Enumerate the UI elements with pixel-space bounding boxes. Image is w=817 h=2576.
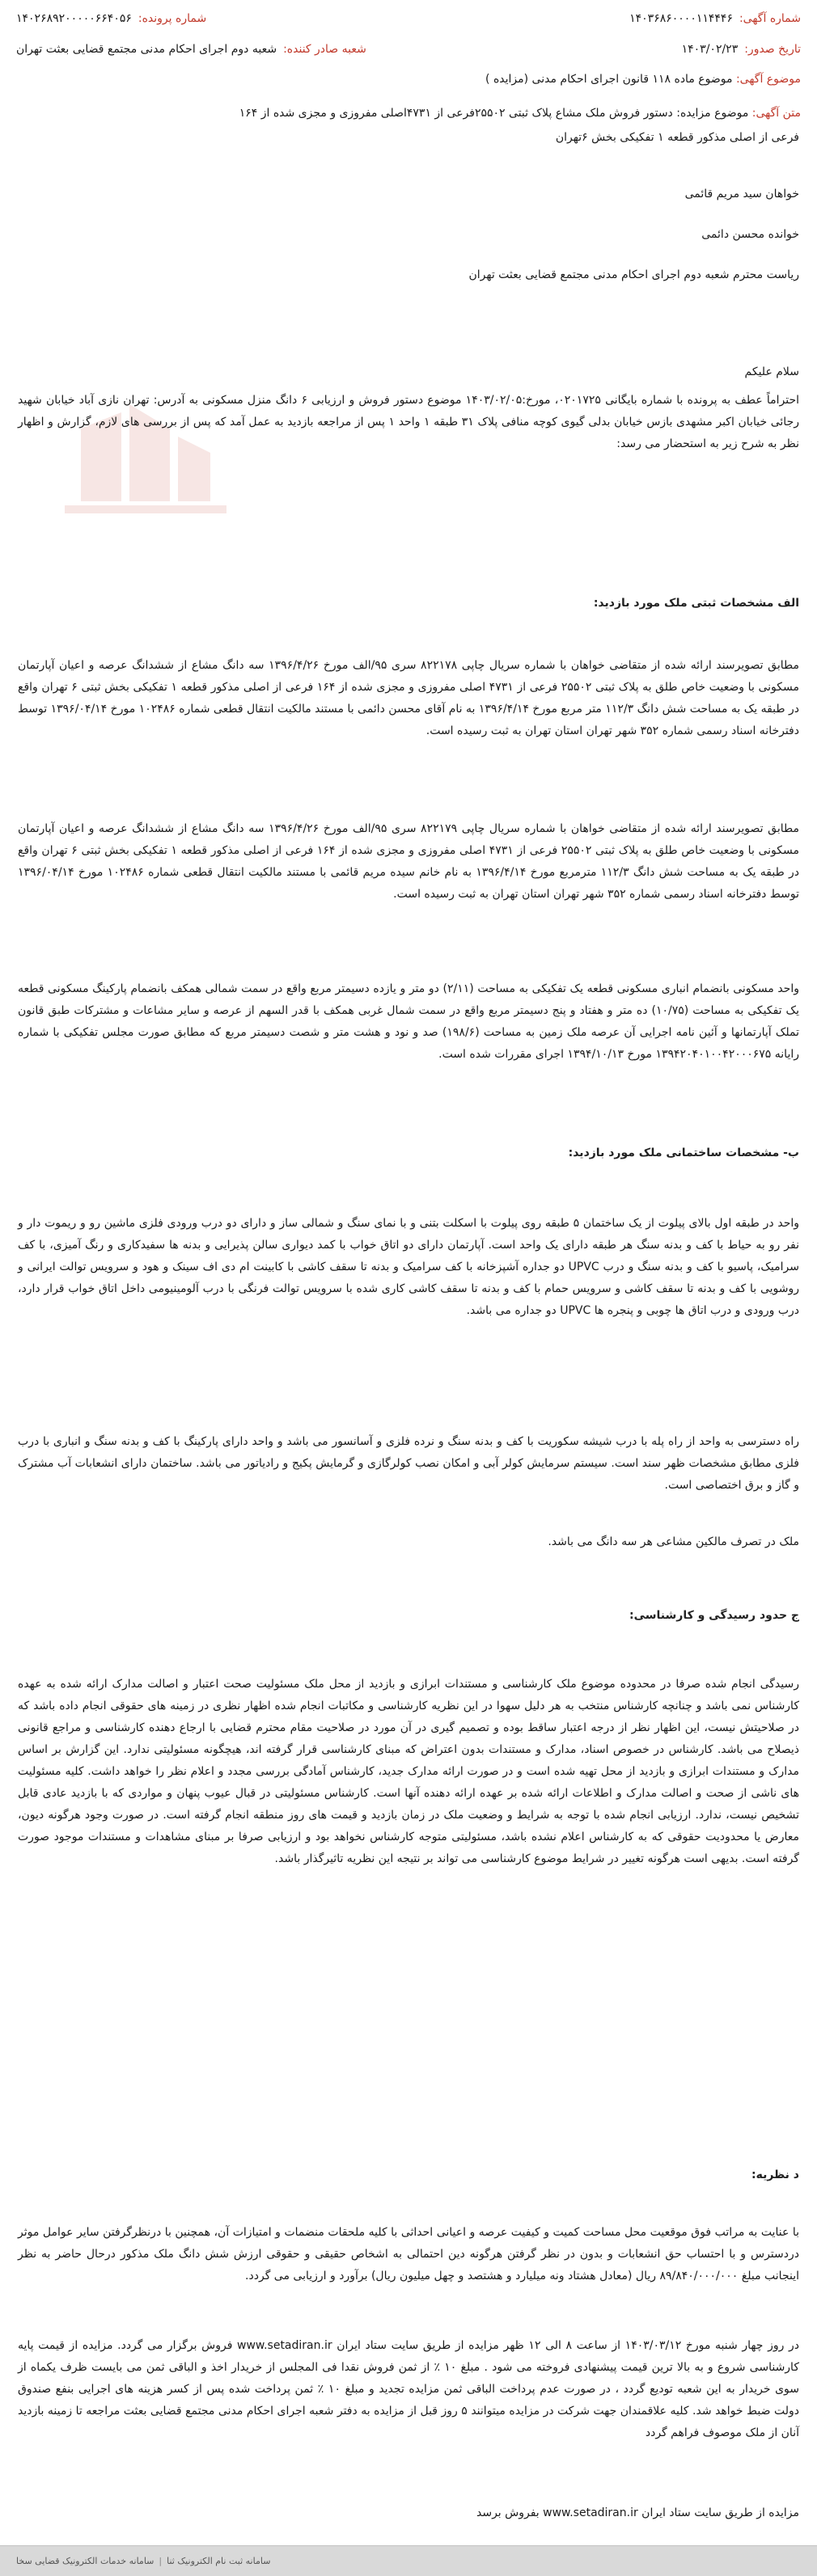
section-a-paragraph-1: مطابق تصویرسند ارائه شده از متقاضی خواهان با شماره سریال چاپی ۸۲۲۱۷۸ سری ۹۵/الف مورخ ۱۳۹۶/۴/۲۶ سه دانگ مشاع از ششدانگ عرصه و اعیان آپارتمان مسکونی با وضعیت خاص طلق به پلاک ثبتی ۲۵۵۰۲ فرعی از ۴۷۳۱ اصلی مفروزی و مجزی شده از ۱۶۴ فرعی از اصلی مذکور قطعه ۱ تفکیکی بخش ثبتی ۶ تهران واقع در طبقه یک به مساحت شش دانگ ۱۱۲/۳ متر مربع مورخ ۱۳۹۶/۴/۱۴ به نام آقای محسن دائمی با مستند مالکیت انتقال قطعی شماره ۱۰۲۴۸۶ مورخ ۱۳۹۶/۰۴/۱۴ توسط دفترخانه اسناد رسمی شماره ۳۵۲ شهر تهران استان تهران به ثبت رسیده است. [18,659,800,737]
section-b-paragraph-2: راه دسترسی به واحد از راه پله با درب شیشه سکوریت با کف و بدنه سنگ و نرده فلزی و آسانسور می باشد و واحد دارای پارکینگ با کف و بدنه سنگ و انباری با درب فلزی مطابق مشخصات ظهر سند است. سیستم سرمایش کولر آبی و امکان نصب کولرگازی و گرمایش پکیج و رادیاتور می باشد. ساختمان دارای انشعابات آب مشترک و گاز و برق اختصاصی است. [18,1435,799,1492]
body-label: متن آگهی: [751,107,801,120]
issue-date-value: ۱۴۰۳/۰۲/۲۳ [681,43,739,56]
section-d-paragraph-2: در روز چهار شنبه مورخ ۱۴۰۳/۰۳/۱۲ از ساعت ۸ الی ۱۲ ظهر مزایده از طریق سایت ستاد ایران www.setadiran.ir فروش برگزار می گردد. مزایده از قیمت پایه کارشناسی شروع و به بالا ترین قیمت پیشنهادی فروخته می شود . مبلغ ۱۰ ٪ از ثمن فروش نقدا فی المجلس از خریدار اخذ و الباقی ثمن می بایست ظرف یکماه از سوی خریدار به این شعبه تودیع گردد ، در صورت عدم پرداخت الباقی ثمن مزایده تجدید و مبلغ ۱۰ ٪ ثمن پرداخت شده پس از کسر هزینه های اجرایی بنفع صندوق دولت ضبط خواهد شد. کلیه علاقمندان جهت شرکت در مزایده میتوانند ۵ روز قبل از مزایده به دفتر شعبه اجرای احکام مدنی مجتمع قضایی بعثت مراجعه تا زمینه بازدید آنان از ملک موصوف فراهم گردد [18,2339,799,2439]
section-c-paragraph-1: رسیدگی انجام شده صرفا در محدوده موضوع ملک کارشناسی و مستندات ابرازی و بازدید از محل ملک مسئولیت صحت اعتبار و اصالت مدارک ارائه شده به عهده کارشناس نمی باشد و چنانچه کارشناس منتخب به هر دلیل سهوا در این نظریه کارشناسی و مکاتبات انجام شده اظهار نظری در زمینه های حقوقی انجام داده باشد که در صلاحیتش نیست، این اظهار نظر از درجه اعتبار ساقط بوده و تصمیم گیری در آن مورد در صلاحیت مقام محترم قضایی با ارجاع دهنده کارشناسی و مراجع قانونی ذیصلاح می باشد. کارشناس در خصوص اسناد، مدارک و مستندات بدون اعتراض که مبنای کارشناسی قرار گرفته اند، هیچگونه مسئولیتی ندارد. این گزارش بر اساس مدارک و مستندات ابرازی و بازدید از محل تهیه شده است و در صورت ارائه مدارک جدید، کارشناس آمادگی بررسی مجدد و اعلام نظر را خواهد داشت. کلیه مسئولیت های ناشی از صحت و اصالت مدارک و اطلاعات ارائه شده بر عهده ارائه دهنده آنها است. کارشناس مسئولیتی در قبال عیوب پنهان و مواردی که با بازدید عادی قابل تشخیص نیست، ندارد. ارزیابی انجام شده با توجه به شرایط و وضعیت ملک در زمان بازدید و قیمت های روز منطقه انجام گرفته است. در صورت وجود هرگونه دیون، معارض یا محدودیت حقوقی که به کارشناس اعلام نشده باشد، مسئولیتی متوجه کارشناس نخواهد بود و ارزیابی صرفا بر مبنای مشاهدات و مستندات موجود صورت گرفته است. بدیهی است هرگونه تغییر در شرایط موضوع کارشناسی می تواند بر نتیجه این نظریه تاثیرگذار باشد. [18,1678,799,1865]
addressee-line: ریاست محترم شعبه دوم اجرای احکام مدنی مجتمع قضایی بعثت تهران [468,268,799,281]
body-title-text-1: موضوع مزایده: دستور فروش ملک مشاع پلاک ثبتی ۲۵۵۰۲فرعی از ۴۷۳۱اصلی مفروزی و مجزی شده از ۱۶۴ [239,107,749,120]
subject-text: موضوع ماده ۱۱۸ قانون اجرای احکام مدنی (مزایده ) [485,73,733,86]
greeting-line: سلام علیکم [744,365,799,378]
ad-number-label: شماره آگهی: [739,12,801,25]
issuing-branch-cell [16,43,366,56]
defendant-line: خوانده محسن دائمی [701,228,799,241]
section-c-title-block [18,1609,799,1622]
section-b-para3-block [18,1531,799,1553]
section-a-title-block [18,597,799,610]
body-title-text-2: فرعی از اصلی مذکور قطعه ۱ تفکیکی بخش ۶تهران [555,131,799,144]
body-title-line-1 [16,103,801,123]
issue-date-label: تاریخ صدور: [744,43,801,56]
issuing-branch-label: شعبه صادر کننده: [283,43,366,56]
plaintiff-line: خواهان سید مریم قائمی [684,188,799,201]
section-b-paragraph-1: واحد در طبقه اول بالای پیلوت از یک ساختمان ۵ طبقه روی پیلوت با اسکلت بتنی و با نمای سنگ و شمالی ساز و دارای دو درب ورودی فلزی ماشین رو و ریموت دار و نفر رو به حیاط با کف و بدنه سنگ هر طبقه دارای یک واحد است. آپارتمان دارای دو اتاق خواب با کمد دیواری سالن پذیرایی و بدنه ها سفیدکاری و رنگ آمیزی، با کف سرامیک، پاسیو با کف و بدنه سنگ و درب UPVC دو جداره آشپزخانه با کف سرامیک و بدنه تا سقف کاشی با کابینت ام دی اف سینک و هود و سرویس توالت ایرانی و روشویی با کف و بدنه تا سقف کاشی و سرویس حمام با کف و بدنه تا سقف کاشی کاری شده با سرویس توالت فرنگی با درب آلومینیومی داخل اتاق خواب قرار دارد، درب ورودی و درب اتاق ها چوبی و پنجره ها UPVC دو جداره می باشد. [18,1217,800,1317]
section-a-paragraph-3: واحد مسکونی بانضمام انباری مسکونی قطعه یک تفکیکی به مساحت (۲/۱۱) دو متر و یازده دسیمتر مربع واقع در سمت شمالی همکف بانضمام پارکینگ مسکونی قطعه یک تفکیکی به مساحت (۱۰/۷۵) ده متر و هفتاد و پنج دسیمتر مربع واقع در سمت شمال غربی همکف با قدر السهم از عرصه و سایر مشاعات و مشترکات طبق قانون تملک آپارتمانها و آئین نامه اجرایی آن عرصه ملک زمین به مساحت (۱۹۸/۶) صد و نود و هشت متر و شصت دسیمتر مربع که مطابق صورت مجلس تفکیکی با شماره رایانه ۱۳۹۴۲۰۴۰۱۰۰۴۲۰۰۰۶۷۵ مورخ ۱۳۹۴/۱۰/۱۳ اجرای مقررات شده است. [18,982,799,1061]
intro-block [18,390,799,455]
subject-label: موضوع آگهی: [735,73,801,86]
section-b-title-block [18,1147,799,1159]
section-d-title: د نظریه: [751,2168,799,2181]
footer-bar [0,2545,817,2576]
section-b-para1-block [18,1213,799,1322]
ad-number-value: ۱۴۰۳۶۸۶۰۰۰۰۱۱۴۴۴۶ [629,12,733,25]
case-number-label: شماره پرونده: [138,12,207,25]
section-a-para1-block [18,655,799,742]
case-number-value: ۱۴۰۲۶۸۹۲۰۰۰۰۰۶۶۴۰۵۶ [16,12,132,25]
ad-number-cell [629,12,801,25]
section-d-para2-block [18,2335,799,2444]
section-b-para2-block [18,1431,799,1497]
section-c-title: ج حدود رسیدگی و کارشناسی: [629,1609,799,1622]
intro-paragraph: احتراماً عطف به پرونده با شماره بایگانی ۰۲۰۱۷۲۵، مورخ:۱۴۰۳/۰۲/۰۵ موضوع دستور فروش و ارزیابی ۶ دانگ منزل مسکونی به آدرس: تهران نازی آباد خیابان شهید رجائی خیابان اکبر مشهدی بازس خیابان بدلی گیوی کوچه منافی پلاک ۳۱ طبقه ۱ واحد ۱ پس از مراجعه بازدید به عمل آمد که پس از بررسی های لازم، گزارش و اظهار نظر به شرح زیر به استحضار می رسد: [18,394,800,450]
section-a-para2-block [18,818,799,906]
section-d-para1-block [18,2222,799,2287]
section-c-para1-block [18,1674,799,1870]
section-a-paragraph-2: مطابق تصویرسند ارائه شده از متقاضی خواهان با شماره سریال چاپی ۸۲۲۱۷۹ سری ۹۵/الف مورخ ۱۳۹۶/۴/۲۶ سه دانگ مشاع از ششدانگ عرصه و اعیان آپارتمان مسکونی با وضعیت خاص طلق به پلاک ثبتی ۲۵۵۰۲ فرعی از ۴۷۳۱ اصلی مفروزی و مجزی شده از ۱۶۴ فرعی از اصلی مذکور قطعه ۱ تفکیکی بخش ثبتی ۶ تهران واقع در طبقه یک به مساحت شش دانگ ۱۱۲/۳ مترمربع مورخ ۱۳۹۶/۴/۱۴ به نام خانم سیده مریم قائمی با مستند مالکیت انتقال قطعی شماره ۱۰۲۴۸۶ مورخ ۱۳۹۶/۰۴/۱۴ توسط دفترخانه اسناد رسمی شماره ۳۵۲ شهر تهران استان تهران به ثبت رسیده است. [18,822,799,901]
footer-separator: | [159,2556,163,2566]
header-row-2 [16,37,801,61]
section-d-paragraph-1: با عنایت به مراتب فوق موقعیت محل مساحت کمیت و کیفیت عرصه و اعیانی احداثی با کلیه ملحقات منضمات و امتیازات آن، همچنین با درنظرگرفتن سایر عوامل موثر دردسترس و با احتساب حق انشعابات و بدون در نظر گرفتن هرگونه دین احتمالی به اشخاص حقیقی و حقوقی ارزش شش دانگ ملک مذکور درحال حاضر به نظر اینجانب مبلغ ۸۹/۸۴۰/۰۰۰/۰۰۰ ریال (معادل هشتاد ونه میلیارد و هشتصد و چهل میلیون ریال) برآورد و ارزیابی می گردد. [18,2226,799,2283]
issue-date-cell [682,43,801,56]
header-row-1 [16,6,801,31]
footer-sana-link[interactable]: سامانه ثبت نام الکترونیک ثنا [167,2556,271,2566]
case-number-cell [16,12,206,25]
issuing-branch-value: شعبه دوم اجرای احکام مدنی مجتمع قضایی بعثت تهران [16,43,277,56]
section-b-title: ب- مشخصات ساختمانی ملک مورد بازدید: [568,1147,799,1159]
footer-sakha-link[interactable]: سامانه خدمات الکترونیک قضایی سخا [16,2556,155,2566]
section-a-para3-block [18,978,799,1066]
subject-line [16,70,801,89]
body-title-line-2 [16,128,799,147]
section-a-title: الف مشخصات ثبتی ملک مورد بازدید: [593,597,799,610]
section-d-title-block [18,2168,799,2181]
section-b-paragraph-3: ملک در تصرف مالکین مشاعی هر سه دانگ می باشد. [548,1535,799,1548]
closing-line: مزایده از طریق سایت ستاد ایران www.setadiran.ir بفروش برسد [476,2506,799,2519]
